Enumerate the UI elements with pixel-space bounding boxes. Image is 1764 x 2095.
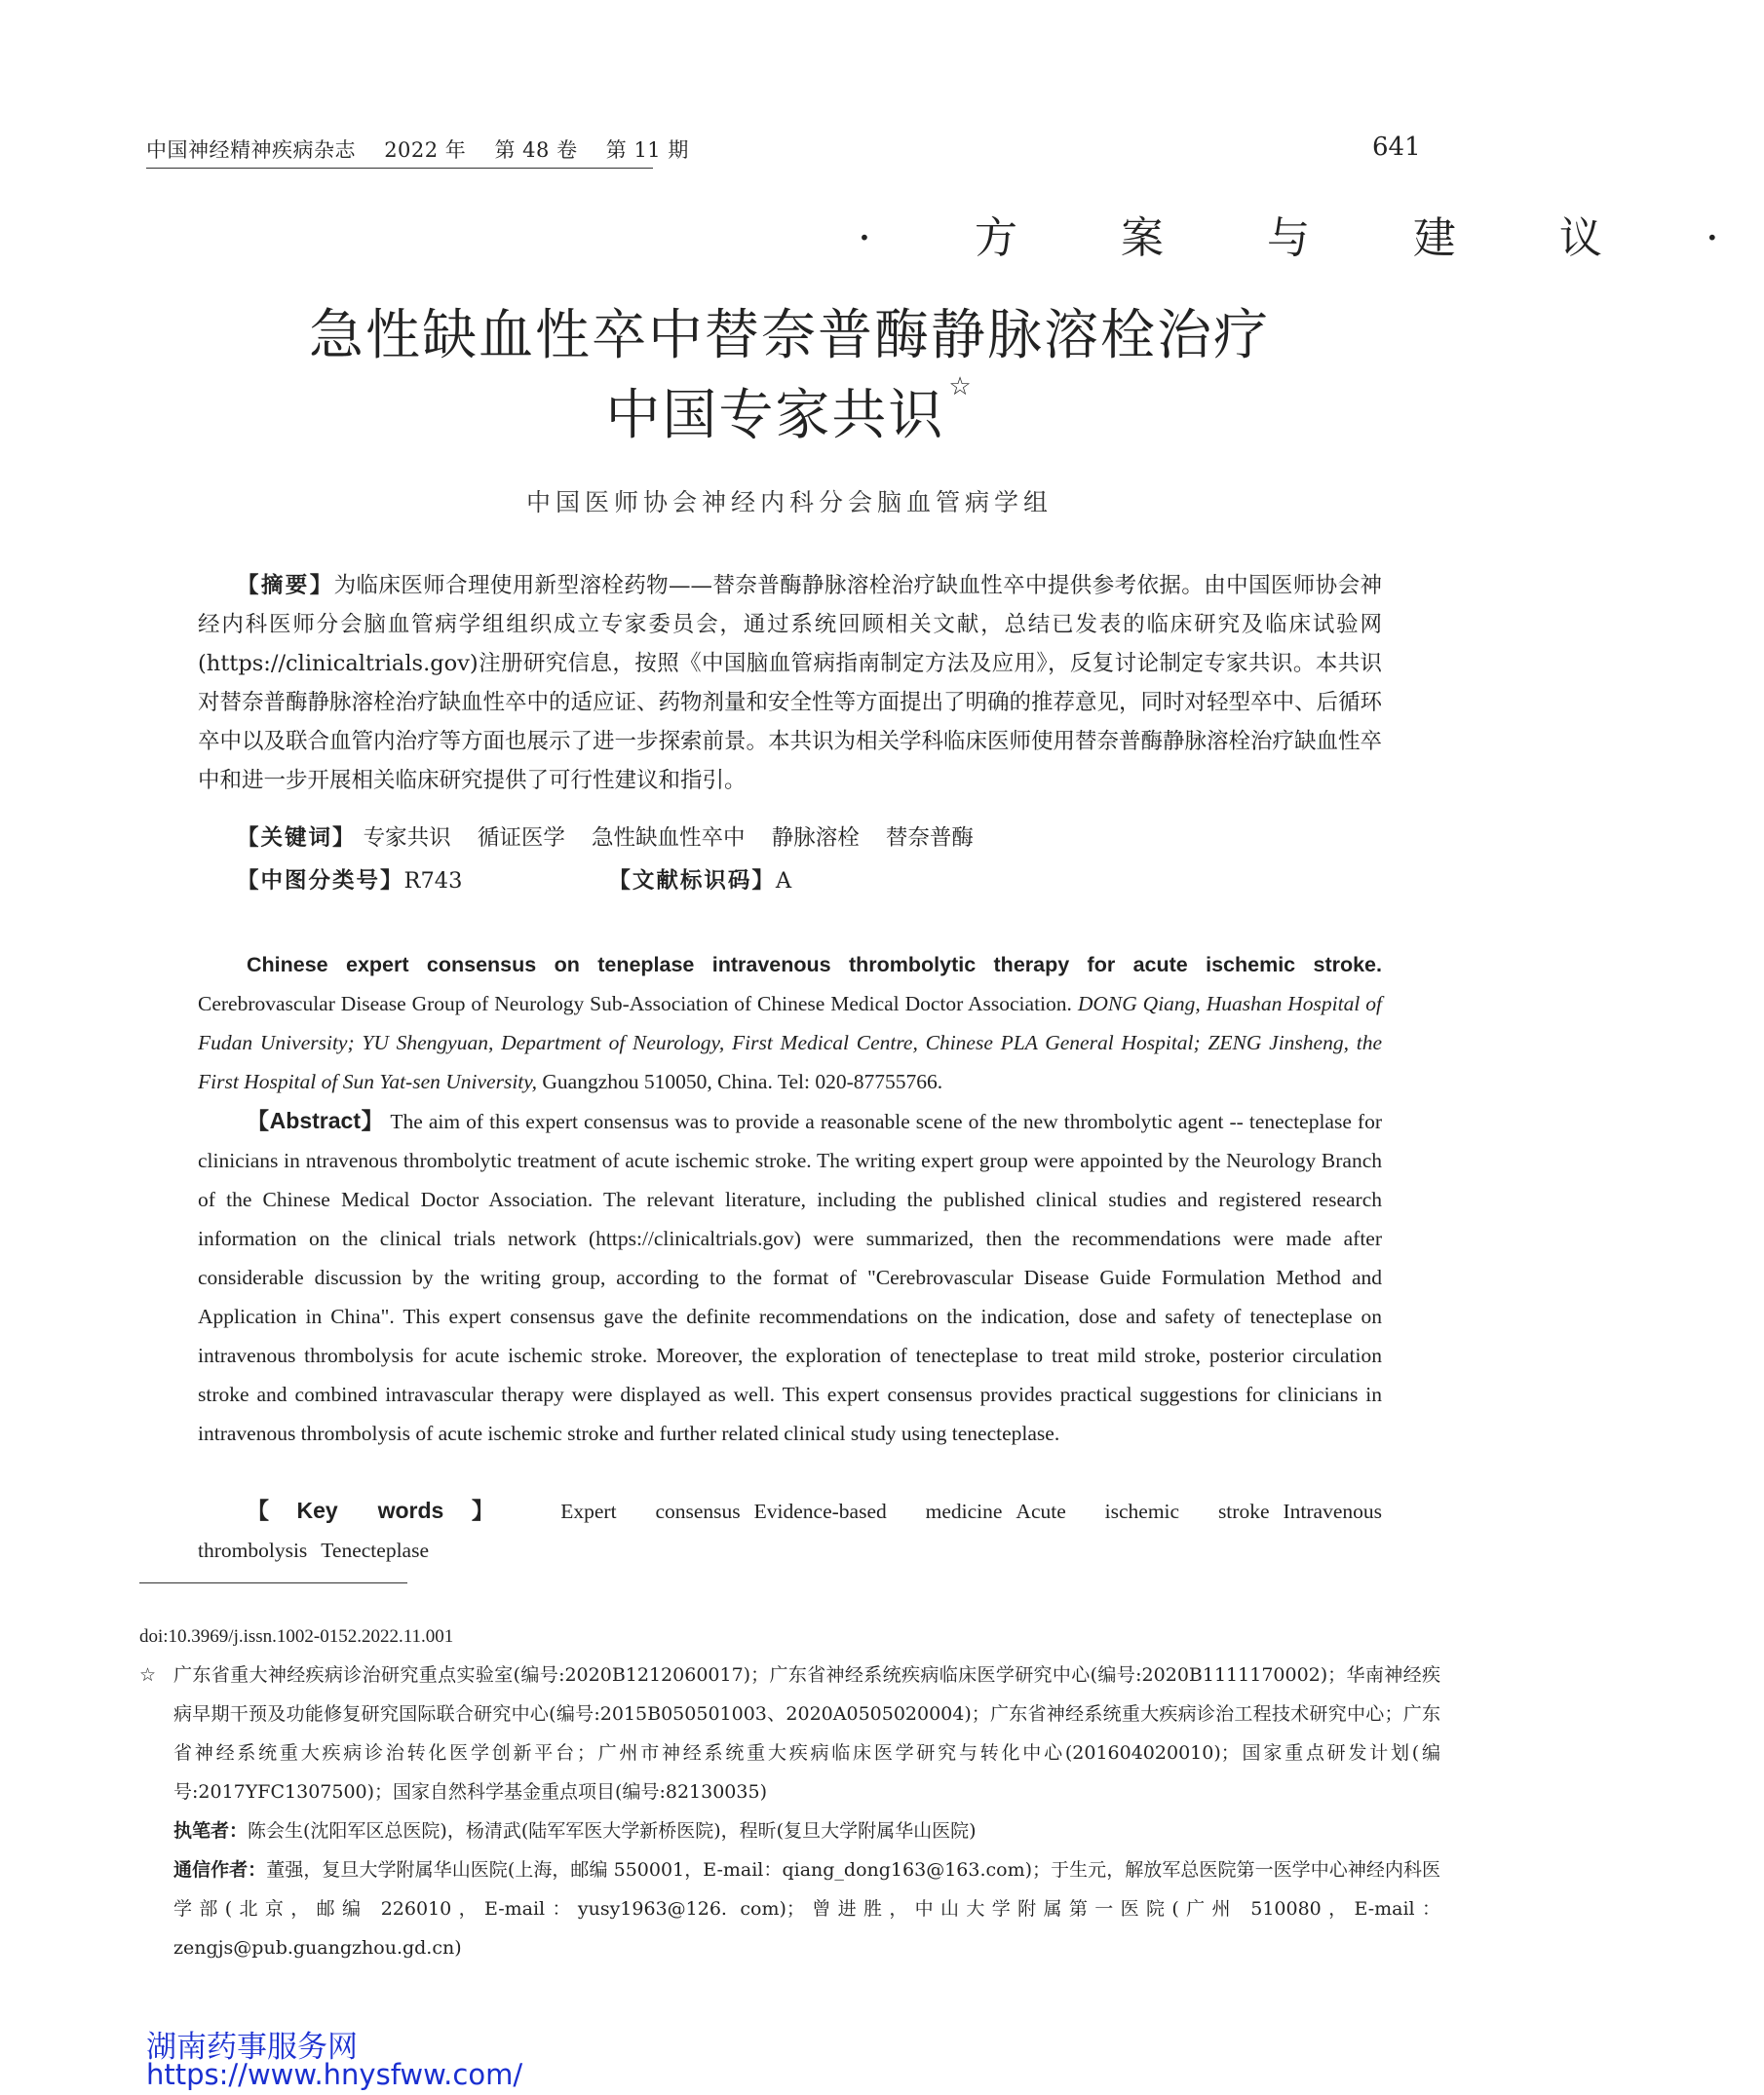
keyword-cn: 专家共识 bbox=[363, 825, 451, 851]
writers-label: 执笔者： bbox=[173, 1820, 249, 1842]
author-group: 中国医师协会神经内科分会脑血管病学组 bbox=[525, 488, 1053, 516]
keyword-cn: 循证医学 bbox=[477, 825, 565, 851]
keyword-en: Tenecteplase bbox=[321, 1539, 429, 1562]
abstract-en bbox=[198, 1101, 1382, 1453]
english-affiliations: DONG Qiang, Huashan Hospital of Fudan University; YU Shengyuan, Department of Neurology, First Medical Centre, Chinese PLA General Hospital; ZENG Jinsheng, the First Hospital of Sun Yat-sen University, bbox=[198, 992, 1382, 1093]
page-number: 641 bbox=[1372, 133, 1421, 162]
keyword-cn: 静脉溶栓 bbox=[771, 825, 860, 851]
doc-code-label: 【文献标识码】 bbox=[608, 868, 776, 894]
corr-text: 董强，复旦大学附属华山医院(上海，邮编 550001，E-mail：qiang_dong163@163.com)；于生元，解放军总医院第一医学中心神经内科医学部(北京，邮编 226010，E-mail：yusy1963@126. com)；曾进胜，中山大学附属第一医院(广州 510080，E-mail：zengjs@pub.guangzhou.gd.cn) bbox=[173, 1859, 1440, 1959]
keyword-cn: 急性缺血性卒中 bbox=[592, 825, 746, 851]
footnote-rule bbox=[139, 1582, 407, 1583]
keyword-en: Expert consensus bbox=[560, 1500, 741, 1523]
doc-code-value: A bbox=[775, 868, 792, 894]
english-title: Chinese expert consensus on teneplase intravenous thrombolytic therapy for acute ischemic stroke. bbox=[247, 953, 1382, 976]
header-rule bbox=[146, 168, 653, 169]
title-footnote-mark: ☆ bbox=[948, 372, 974, 401]
running-header bbox=[146, 134, 710, 164]
clc-value: R743 bbox=[403, 868, 463, 894]
journal-volume: 第 48 卷 bbox=[494, 138, 578, 162]
keywords-cn-label: 【关键词】 bbox=[237, 825, 357, 851]
keyword-en: Evidence-based medicine bbox=[753, 1500, 1003, 1523]
keywords-en bbox=[198, 1491, 1382, 1570]
keyword-en: Acute ischemic stroke bbox=[1016, 1500, 1270, 1523]
english-heading bbox=[198, 945, 1382, 1101]
english-group: Cerebrovascular Disease Group of Neurology Sub-Association of Chinese Medical Doctor Association. bbox=[198, 992, 1072, 1015]
abstract-cn-text: 为临床医师合理使用新型溶栓药物——替奈普酶静脉溶栓治疗缺血性卒中提供参考依据。由中国医师协会神经内科医师分会脑血管病学组组织成立专家委员会，通过系统回顾相关文献，总结已发表的临床研究及临床试验网(https://clinicaltrials.gov)注册研究信息，按照《中国脑血管病指南制定方法及应用》，反复讨论制定专家共识。本共识对替奈普酶静脉溶栓治疗缺血性卒中的适应证、药物剂量和安全性等方面提出了明确的推荐意见，同时对轻型卒中、后循环卒中以及联合血管内治疗等方面也展示了进一步探索前景。本共识为相关学科临床医师使用替奈普酶静脉溶栓治疗缺血性卒中和进一步开展相关临床研究提供了可行性建议和指引。 bbox=[198, 573, 1383, 793]
watermark-url[interactable]: https://www.hnysfww.com/ bbox=[146, 2058, 523, 2091]
abstract-cn-label: 【摘要】 bbox=[237, 573, 334, 598]
keyword-en: Intravenous thrombolysis bbox=[198, 1500, 1382, 1562]
keywords-cn bbox=[237, 820, 993, 852]
doi: doi:10.3969/j.issn.1002-0152.2022.11.001 bbox=[139, 1626, 454, 1647]
classification-line bbox=[237, 863, 791, 895]
article-title-line1: 急性缺血性卒中替奈普酶静脉溶栓治疗 bbox=[309, 304, 1270, 367]
writers-text: 陈会生(沈阳军区总医院)，杨清武(陆军军医大学新桥医院)，程昕(复旦大学附属华山医院) bbox=[248, 1820, 977, 1842]
journal-issue: 第 11 期 bbox=[605, 138, 689, 162]
corresponding-note bbox=[173, 1850, 1440, 1967]
corr-label: 通信作者： bbox=[173, 1859, 267, 1881]
journal-year: 2022 年 bbox=[384, 138, 467, 162]
abstract-en-text: The aim of this expert consensus was to provide a reasonable scene of the new thrombolytic agent -- tenecteplase for clinicians in ntravenous thrombolytic treatment of acute ischemic stroke. The writing expert group were appointed by the Neurology Branch of the Chinese Medical Doctor Association. The relevant literature, including the published clinical studies and registered research information on the clinical trials network (https://clinicaltrials.gov) were summarized, then the recommendations were made after considerable discussion by the writing group, according to the format of "Cerebrovascular Disease Guide Formulation Method and Application in China". This expert consensus gave the definite recommendations on the indication, dose and safety of tenecteplase on intravenous thrombolysis for acute ischemic stroke. Moreover, the exploration of tenecteplase to treat mild stroke, posterior circulation stroke and combined intravascular therapy were displayed as well. This expert consensus provides practical suggestions for clinicians in intravenous thrombolysis of acute ischemic stroke and further related clinical study using tenecteplase. bbox=[198, 1110, 1383, 1445]
abstract-en-label: 【Abstract】 bbox=[247, 1108, 385, 1133]
keywords-en-label: 【Key words】 bbox=[247, 1498, 522, 1523]
funding-note: 广东省重大神经疾病诊治研究重点实验室(编号:2020B1212060017)；广东省神经系统疾病临床医学研究中心(编号:2020B1111170002)；华南神经疾病早期干预及功能修复研究国际联合研究中心(编号:2015B050501003、2020A0505020004)；广东省神经系统重大疾病诊治工程技术研究中心；广东省神经系统重大疾病诊治转化医学创新平台；广州市神经系统重大疾病临床医学研究与转化中心(201604020010)；国家重点研发计划(编号:2017YFC1307500)；国家自然科学基金重点项目(编号:82130035) bbox=[173, 1664, 1440, 1803]
journal-name: 中国神经精神疾病杂志 bbox=[146, 138, 356, 162]
article-title-line2 bbox=[146, 372, 1433, 450]
keyword-cn: 替奈普酶 bbox=[885, 825, 974, 851]
funding-mark: ☆ bbox=[139, 1664, 157, 1686]
english-address: Guangzhou 510050, China. Tel: 020-87755766. bbox=[542, 1070, 943, 1093]
article-title-text: 中国专家共识 bbox=[605, 384, 945, 447]
abstract-cn bbox=[198, 566, 1382, 800]
section-label: · 方 案 与 建 议 · bbox=[858, 213, 1764, 263]
clc-label: 【中图分类号】 bbox=[237, 868, 404, 894]
writers-note bbox=[173, 1811, 1440, 1850]
watermark-site-name: 湖南药事服务网 bbox=[146, 2030, 358, 2065]
